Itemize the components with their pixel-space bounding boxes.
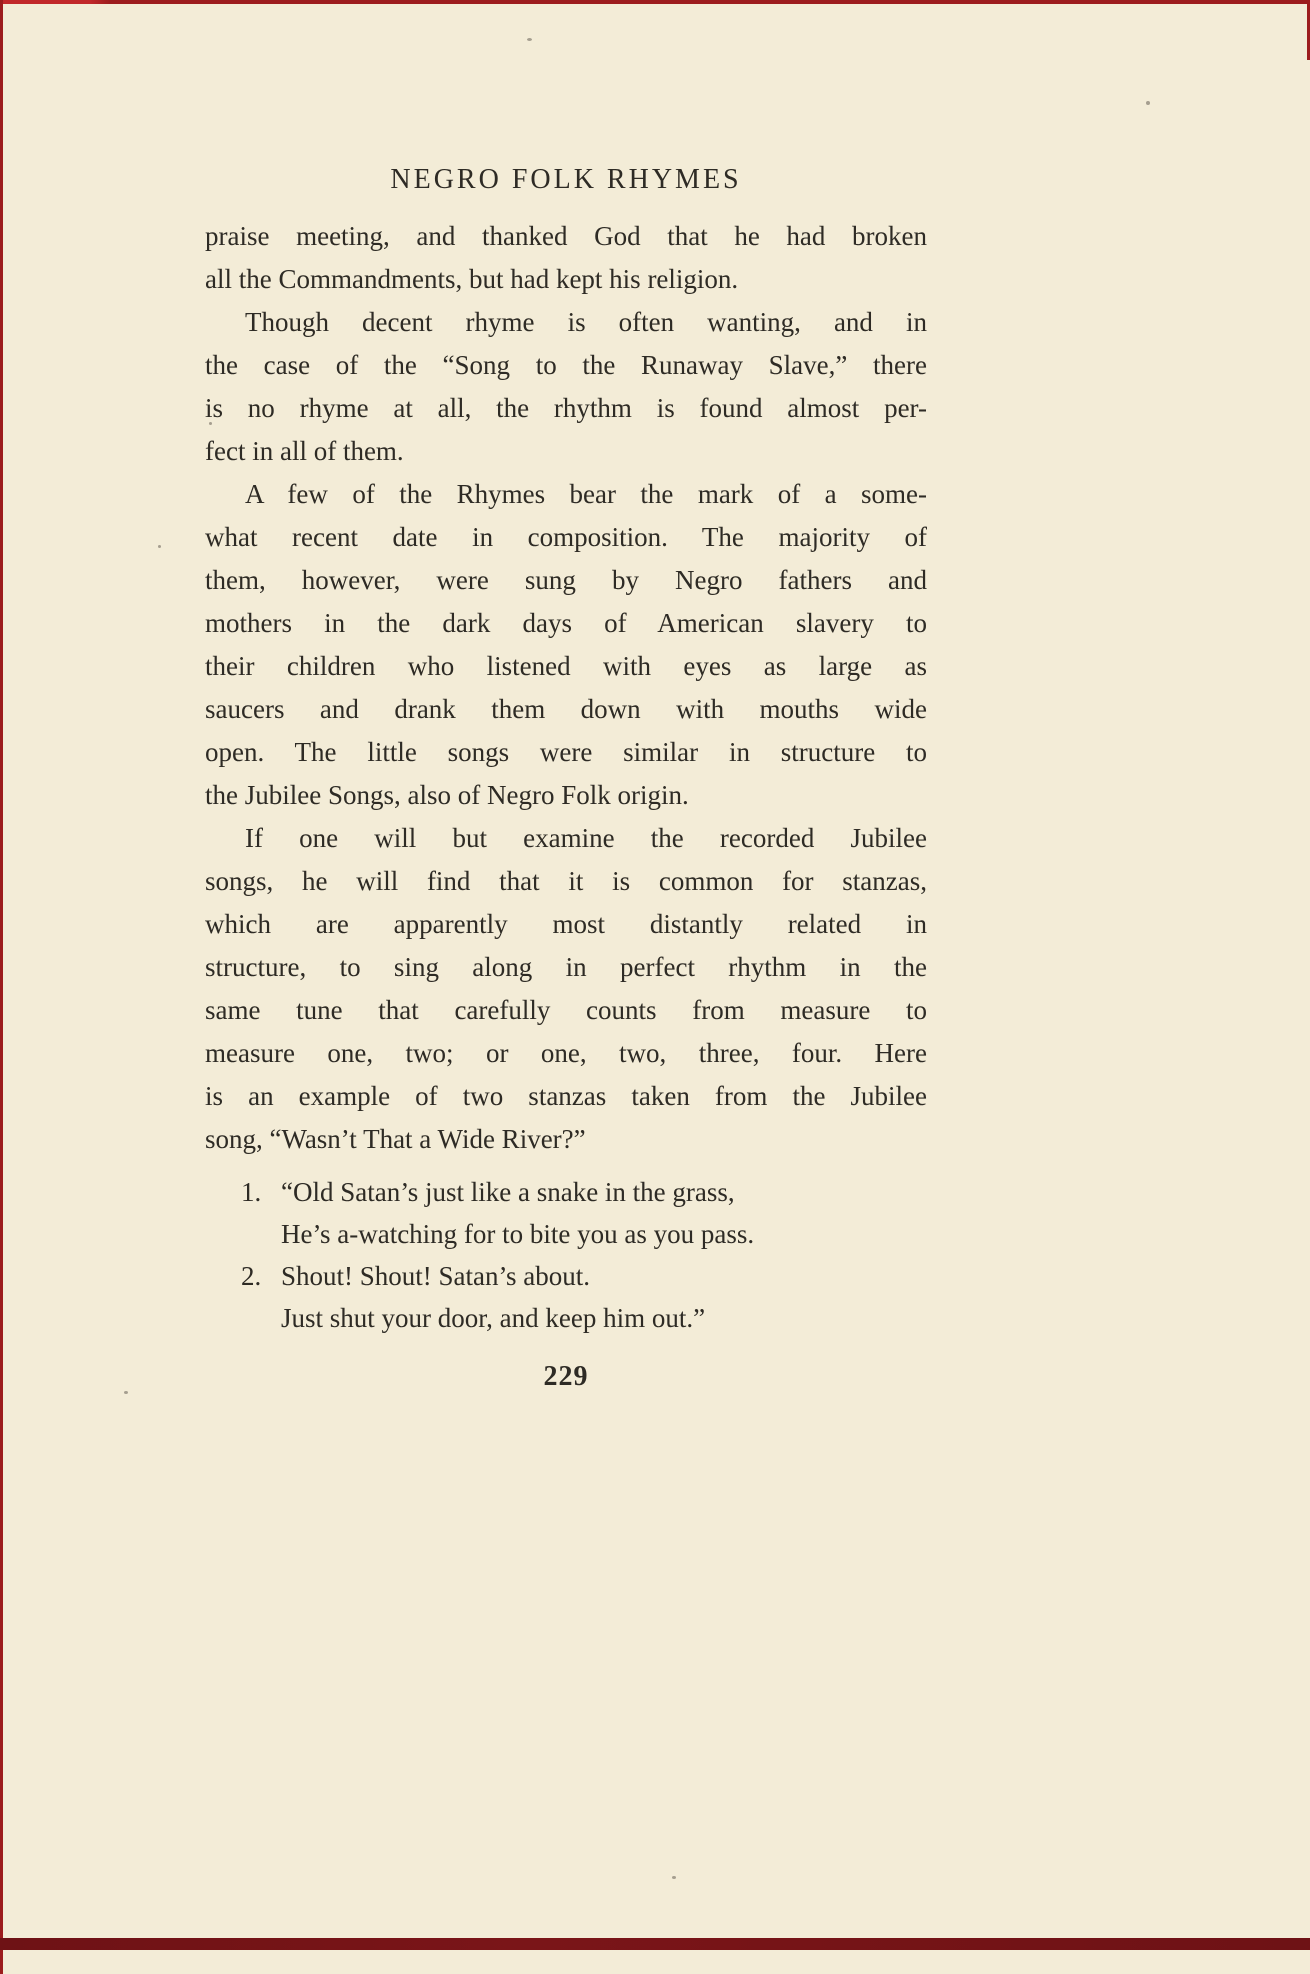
text-line: them, however, were sung by Negro fathers and <box>205 565 927 595</box>
paragraph-2 <box>205 301 927 473</box>
verse-number <box>241 1297 281 1339</box>
verse-line <box>241 1171 927 1213</box>
text-line: their children who listened with eyes as large as <box>205 651 927 681</box>
verse-text: “Old Satan’s just like a snake in the grass, <box>281 1177 735 1207</box>
text-line: If one will but examine the recorded Jubilee <box>245 823 927 853</box>
verse-text: Just shut your door, and keep him out.” <box>281 1303 706 1333</box>
verse-text: Shout! Shout! Satan’s about. <box>281 1261 590 1291</box>
verse-line <box>241 1297 927 1339</box>
verse-block <box>205 1171 927 1339</box>
text-line: Though decent rhyme is often wanting, and in <box>245 307 927 337</box>
text-line: open. The little songs were similar in structure to <box>205 737 927 767</box>
paragraph-3 <box>205 473 927 817</box>
verse-line <box>241 1213 927 1255</box>
text-line: fect in all of them. <box>205 436 404 466</box>
verse-line <box>241 1255 927 1297</box>
text-line: structure, to sing along in perfect rhythm in the <box>205 952 927 982</box>
paragraph-1 <box>205 215 927 301</box>
text-line: what recent date in composition. The majority of <box>205 522 927 552</box>
text-line: the Jubilee Songs, also of Negro Folk origin. <box>205 780 689 810</box>
scan-speck <box>158 545 161 548</box>
text-line: same tune that carefully counts from measure to <box>205 995 927 1025</box>
text-line: songs, he will find that it is common for stanzas, <box>205 866 927 896</box>
text-line: is an example of two stanzas taken from the Jubilee <box>205 1081 927 1111</box>
scan-edge-top <box>0 0 1310 4</box>
text-line: all the Commandments, but had kept his religion. <box>205 264 739 294</box>
text-line: measure one, two; or one, two, three, four. Here <box>205 1038 927 1068</box>
verse-number: 2. <box>241 1261 262 1291</box>
scan-speck <box>672 1876 676 1879</box>
page-number: 229 <box>543 1361 589 1392</box>
text-line: is no rhyme at all, the rhythm is found almost per- <box>205 393 927 423</box>
verse-number <box>241 1213 281 1255</box>
verse-number: 1. <box>241 1177 262 1207</box>
paragraph-4 <box>205 817 927 1161</box>
scan-speck <box>1146 101 1150 105</box>
scan-edge-bottom <box>0 1938 1310 1950</box>
scan-speck <box>124 1391 128 1394</box>
scan-edge-left <box>0 0 3 1974</box>
text-line: praise meeting, and thanked God that he had broken <box>205 221 927 251</box>
text-block <box>205 158 927 1398</box>
text-line: A few of the Rhymes bear the mark of a some- <box>245 479 927 509</box>
text-line: saucers and drank them down with mouths wide <box>205 694 927 724</box>
running-head: NEGRO FOLK RHYMES <box>390 164 742 195</box>
text-line: song, “Wasn’t That a Wide River?” <box>205 1124 586 1154</box>
text-line: which are apparently most distantly related in <box>205 909 927 939</box>
scan-speck <box>527 38 532 41</box>
text-line: the case of the “Song to the Runaway Slave,” there <box>205 350 927 380</box>
text-line: mothers in the dark days of American slavery to <box>205 608 927 638</box>
verse-text: He’s a-watching for to bite you as you pass. <box>281 1219 755 1249</box>
